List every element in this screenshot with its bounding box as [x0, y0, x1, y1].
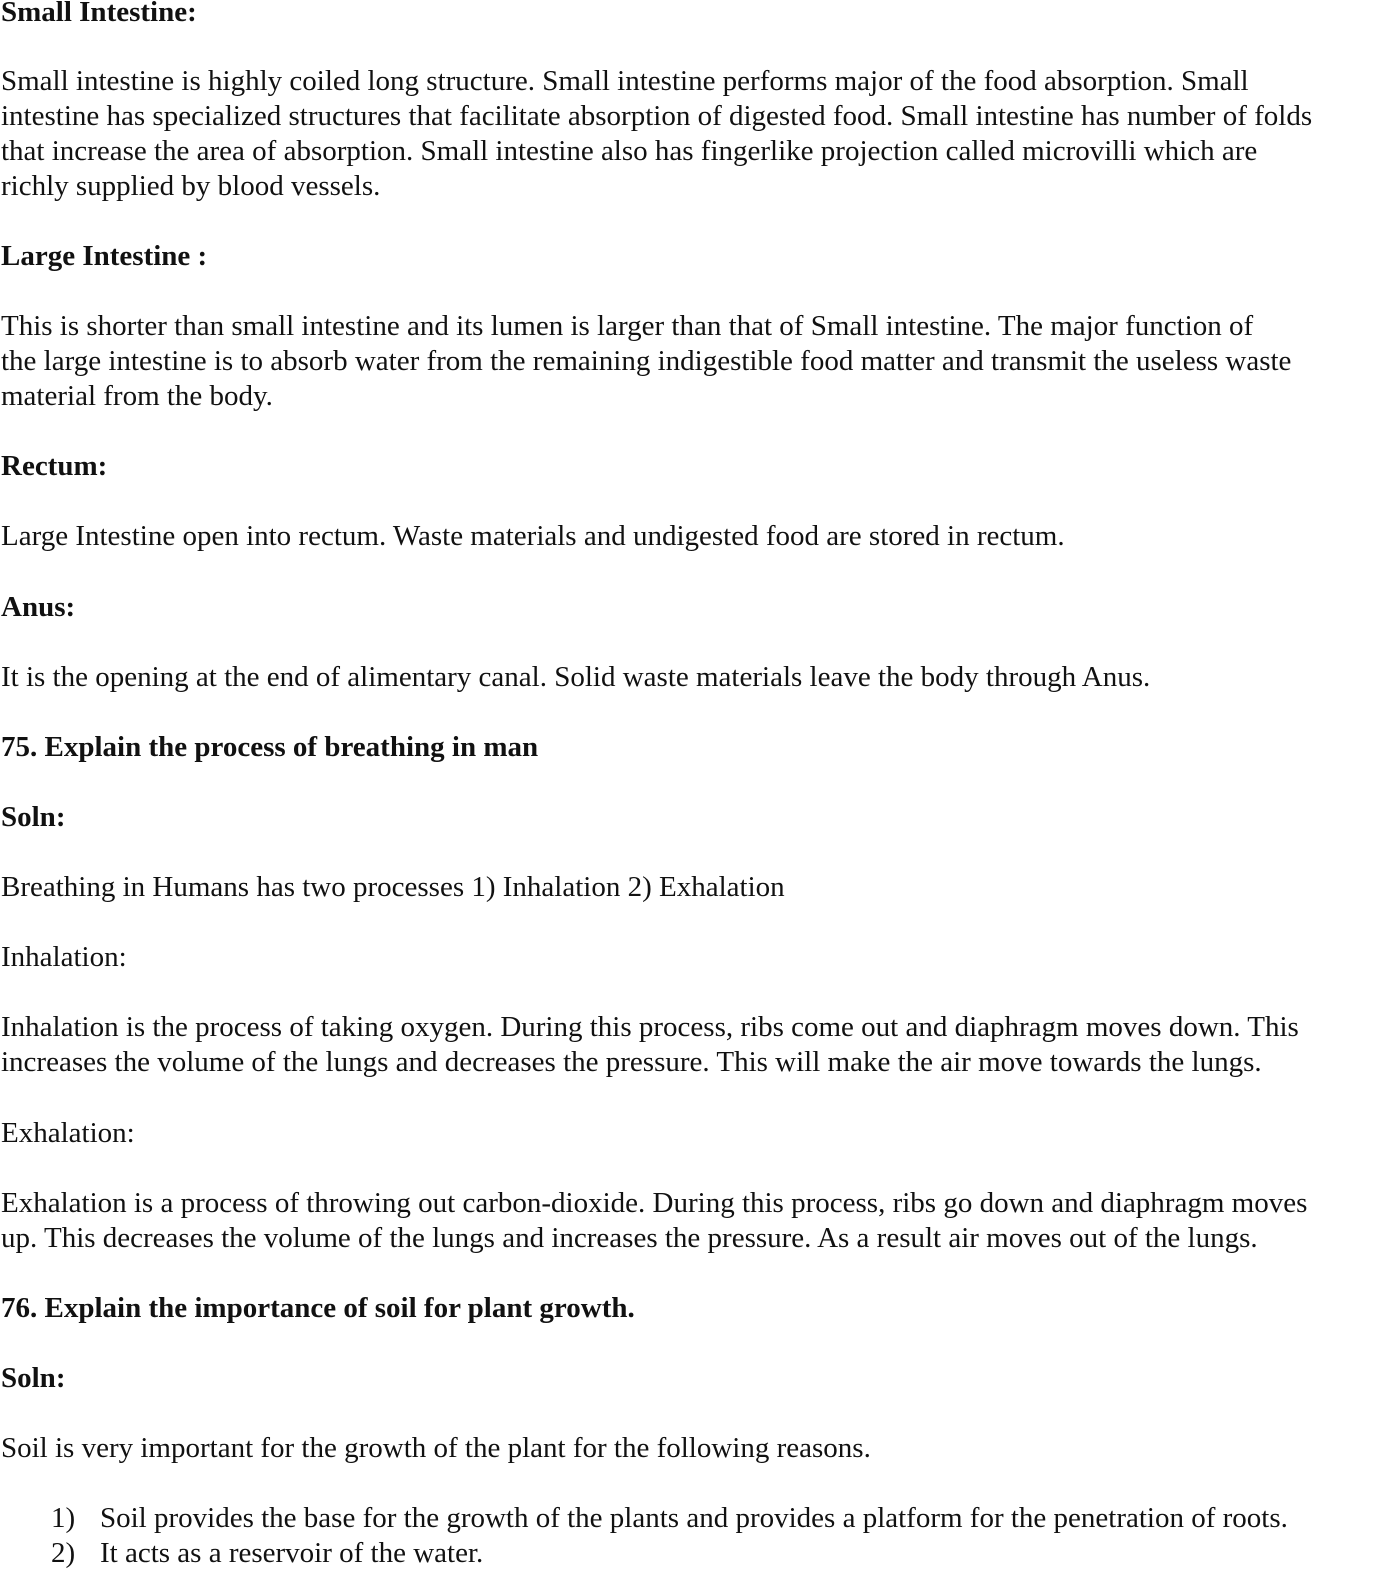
paragraph-exhalation — [1, 1186, 1377, 1256]
breathing-intro: Breathing in Humans has two processes 1) Inhalation 2) Exhalation — [1, 871, 785, 903]
soln-label-76: Soln: — [1, 1362, 66, 1394]
heading-large-intestine: Large Intestine : — [1, 240, 208, 272]
text-line: intestine has specialized structures that facilitate absorption of digested food. Small intestine has number of folds — [1, 100, 1313, 132]
text-line: the large intestine is to absorb water from the remaining indigestible food matter and transmit the useless waste — [1, 345, 1292, 377]
heading-small-intestine: Small Intestine: — [1, 0, 197, 28]
exhalation-label: Exhalation: — [1, 1117, 135, 1149]
inhalation-label: Inhalation: — [1, 941, 127, 973]
question-76: 76. Explain the importance of soil for plant growth. — [1, 1292, 635, 1324]
heading-rectum: Rectum: — [1, 450, 108, 482]
text-line: Small intestine is highly coiled long structure. Small intestine performs major of the food absorption. Small — [1, 65, 1249, 97]
question-75: 75. Explain the process of breathing in man — [1, 731, 539, 763]
heading-anus: Anus: — [1, 591, 76, 623]
text-line: material from the body. — [1, 380, 273, 412]
text-line: up. This decreases the volume of the lungs and increases the pressure. As a result air moves out of the lungs. — [1, 1222, 1258, 1254]
paragraph-rectum: Large Intestine open into rectum. Waste materials and undigested food are stored in rectum. — [1, 520, 1065, 552]
paragraph-large-intestine — [1, 309, 1377, 414]
paragraph-inhalation — [1, 1010, 1377, 1080]
text-line: that increase the area of absorption. Small intestine also has fingerlike projection called microvilli which are — [1, 135, 1258, 167]
text-line: increases the volume of the lungs and decreases the pressure. This will make the air move towards the lungs. — [1, 1046, 1262, 1078]
list-item-number: 1) — [51, 1502, 76, 1534]
list-item-text: It acts as a reservoir of the water. — [100, 1537, 484, 1569]
soil-intro: Soil is very important for the growth of the plant for the following reasons. — [1, 1432, 871, 1464]
paragraph-anus: It is the opening at the end of alimentary canal. Solid waste materials leave the body through Anus. — [1, 661, 1151, 693]
text-line: Exhalation is a process of throwing out carbon-dioxide. During this process, ribs go down and diaphragm moves — [1, 1187, 1308, 1219]
list-item-text: Soil provides the base for the growth of the plants and provides a platform for the penetration of roots. — [100, 1502, 1288, 1534]
text-line: richly supplied by blood vessels. — [1, 170, 381, 202]
paragraph-small-intestine — [1, 64, 1377, 204]
soln-label-75: Soln: — [1, 801, 66, 833]
list-item-number: 2) — [51, 1537, 76, 1569]
text-line: This is shorter than small intestine and its lumen is larger than that of Small intestine. The major function of — [1, 310, 1254, 342]
text-line: Inhalation is the process of taking oxygen. During this process, ribs come out and diaphragm moves down. This — [1, 1011, 1299, 1043]
